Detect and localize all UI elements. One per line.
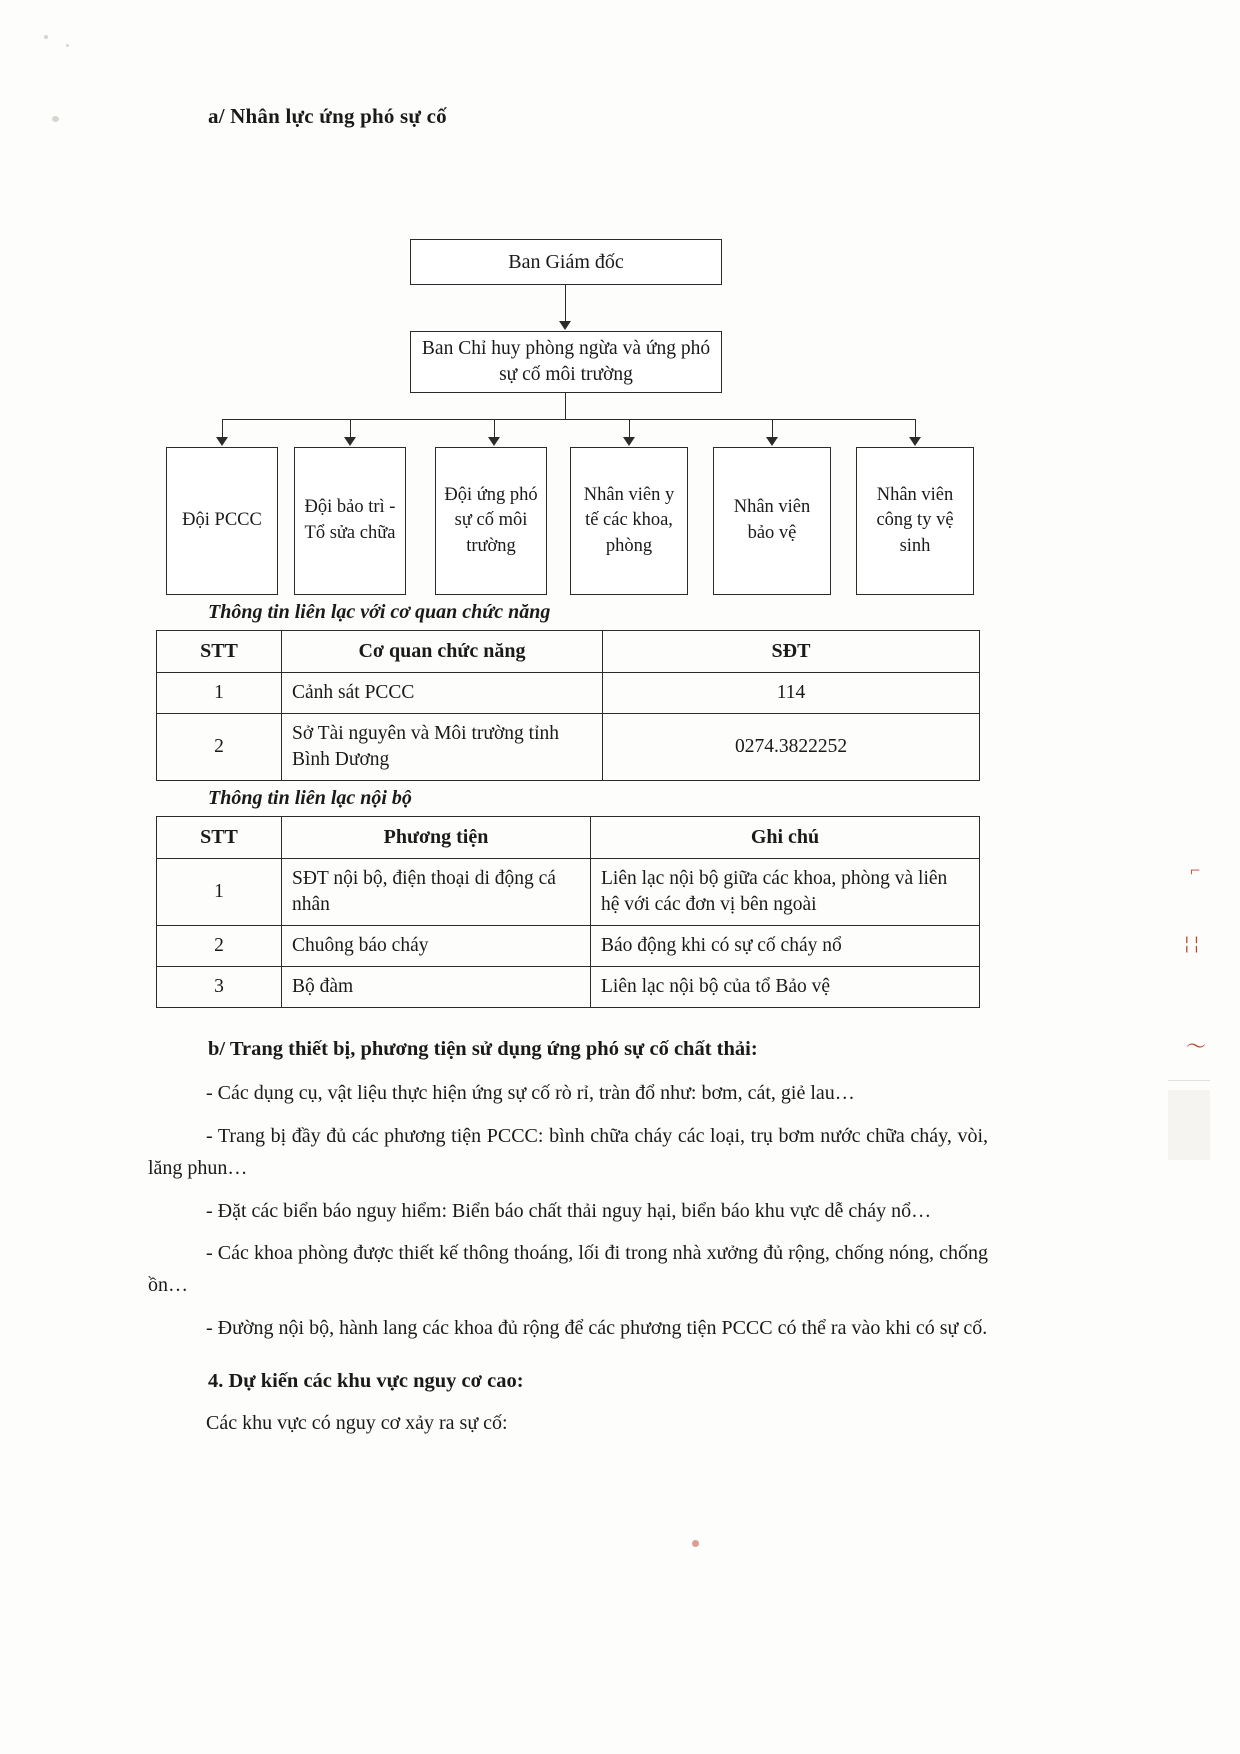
- cell-notes: Liên lạc nội bộ của tổ Bảo vệ: [591, 967, 980, 1008]
- section-b-paragraph-3: - Đặt các biển báo nguy hiểm: Biển báo chất thải nguy hại, biển báo khu vực dễ cháy nổ…: [206, 1199, 932, 1222]
- table-row: [157, 713, 980, 780]
- table-row: [157, 858, 980, 925]
- section-a-title: a/ Nhân lực ứng phó sự cố: [208, 104, 447, 128]
- scan-speck: [692, 1540, 699, 1547]
- margin-mark: ⌐: [1190, 860, 1201, 880]
- connector-line: [350, 419, 351, 437]
- internal-contacts-table: [156, 816, 980, 1008]
- cell-phone: 114: [603, 672, 980, 713]
- table-header-row: [157, 631, 980, 673]
- connector-arrow: [559, 321, 571, 330]
- org-node-board-of-directors: Ban Giám đốc: [410, 239, 722, 285]
- scan-speck: [1168, 1090, 1210, 1160]
- org-chart: [148, 155, 988, 595]
- cell-notes: Báo động khi có sự cố cháy nổ: [591, 926, 980, 967]
- connector-line: [565, 285, 566, 321]
- connector-line: [494, 419, 495, 437]
- section-4-title: 4. Dự kiến các khu vực nguy cơ cao:: [208, 1370, 524, 1393]
- connector-arrow: [623, 437, 635, 446]
- table-row: [157, 672, 980, 713]
- cell-means: Chuông báo cháy: [282, 926, 591, 967]
- external-contacts-table: [156, 630, 980, 781]
- col-header-agency: Cơ quan chức năng: [282, 631, 603, 673]
- org-node-leaf-5: Nhân viên bảo vệ: [713, 447, 831, 595]
- internal-contacts-caption: Thông tin liên lạc nội bộ: [208, 787, 412, 810]
- col-header-stt: STT: [157, 631, 282, 673]
- cell-stt: 2: [157, 713, 282, 780]
- cell-notes: Liên lạc nội bộ giữa các khoa, phòng và liên hệ với các đơn vị bên ngoài: [591, 858, 980, 925]
- org-node-leaf-1: Đội PCCC: [166, 447, 278, 595]
- connector-arrow: [488, 437, 500, 446]
- connector-line: [772, 419, 773, 437]
- scan-speck: [52, 116, 59, 122]
- connector-line: [915, 419, 916, 437]
- page-content: [148, 104, 988, 1450]
- col-header-phone: SĐT: [603, 631, 980, 673]
- section-b-paragraph-1: - Các dụng cụ, vật liệu thực hiện ứng sự cố rò rỉ, tràn đổ như: bơm, cát, giẻ lau…: [206, 1082, 855, 1105]
- org-node-leaf-3: Đội ứng phó sự cố môi trường: [435, 447, 547, 595]
- scan-speck: [1168, 1080, 1210, 1081]
- col-header-means: Phương tiện: [282, 817, 591, 859]
- connector-arrow: [344, 437, 356, 446]
- cell-agency: Cảnh sát PCCC: [282, 672, 603, 713]
- cell-means: SĐT nội bộ, điện thoại di động cá nhân: [282, 858, 591, 925]
- org-node-committee: Ban Chỉ huy phòng ngừa và ứng phó sự cố môi trường: [410, 331, 722, 393]
- margin-mark: ╎╎: [1182, 937, 1202, 954]
- org-node-leaf-2: Đội bảo trì - Tổ sửa chữa: [294, 447, 406, 595]
- connector-arrow: [909, 437, 921, 446]
- scan-speck: [66, 44, 69, 47]
- cell-stt: 3: [157, 967, 282, 1008]
- connector-line: [222, 419, 223, 437]
- section-b-title: b/ Trang thiết bị, phương tiện sử dụng ứng phó sự cố chất thải:: [208, 1038, 758, 1061]
- connector-line: [565, 393, 566, 419]
- cell-phone: 0274.3822252: [603, 713, 980, 780]
- cell-stt: 1: [157, 672, 282, 713]
- connector-line: [222, 419, 915, 420]
- section-b-paragraph-2: - Trang bị đầy đủ các phương tiện PCCC: bình chữa cháy các loại, trụ bơm nước chữa cháy, vòi, lăng phun…: [148, 1124, 988, 1180]
- scan-speck: [44, 35, 48, 39]
- cell-agency: Sở Tài nguyên và Môi trường tỉnh Bình Dương: [282, 713, 603, 780]
- cell-stt: 2: [157, 926, 282, 967]
- section-4-paragraph: Các khu vực có nguy cơ xảy ra sự cố:: [206, 1412, 508, 1435]
- cell-means: Bộ đàm: [282, 967, 591, 1008]
- connector-arrow: [216, 437, 228, 446]
- col-header-stt: STT: [157, 817, 282, 859]
- cell-stt: 1: [157, 858, 282, 925]
- org-node-leaf-4: Nhân viên y tế các khoa, phòng: [570, 447, 688, 595]
- connector-arrow: [766, 437, 778, 446]
- connector-line: [629, 419, 630, 437]
- col-header-notes: Ghi chú: [591, 817, 980, 859]
- section-b-paragraph-5: - Đường nội bộ, hành lang các khoa đủ rộng để các phương tiện PCCC có thể ra vào khi có sự cố.: [206, 1316, 988, 1339]
- section-b-paragraph-4: - Các khoa phòng được thiết kế thông thoáng, lối đi trong nhà xưởng đủ rộng, chống nóng, chống ồn…: [148, 1242, 988, 1297]
- table-row: [157, 926, 980, 967]
- table-row: [157, 967, 980, 1008]
- external-contacts-caption: Thông tin liên lạc với cơ quan chức năng: [208, 601, 551, 623]
- table-header-row: [157, 817, 980, 859]
- margin-mark: 〜: [1186, 1036, 1206, 1058]
- org-node-leaf-6: Nhân viên công ty vệ sinh: [856, 447, 974, 595]
